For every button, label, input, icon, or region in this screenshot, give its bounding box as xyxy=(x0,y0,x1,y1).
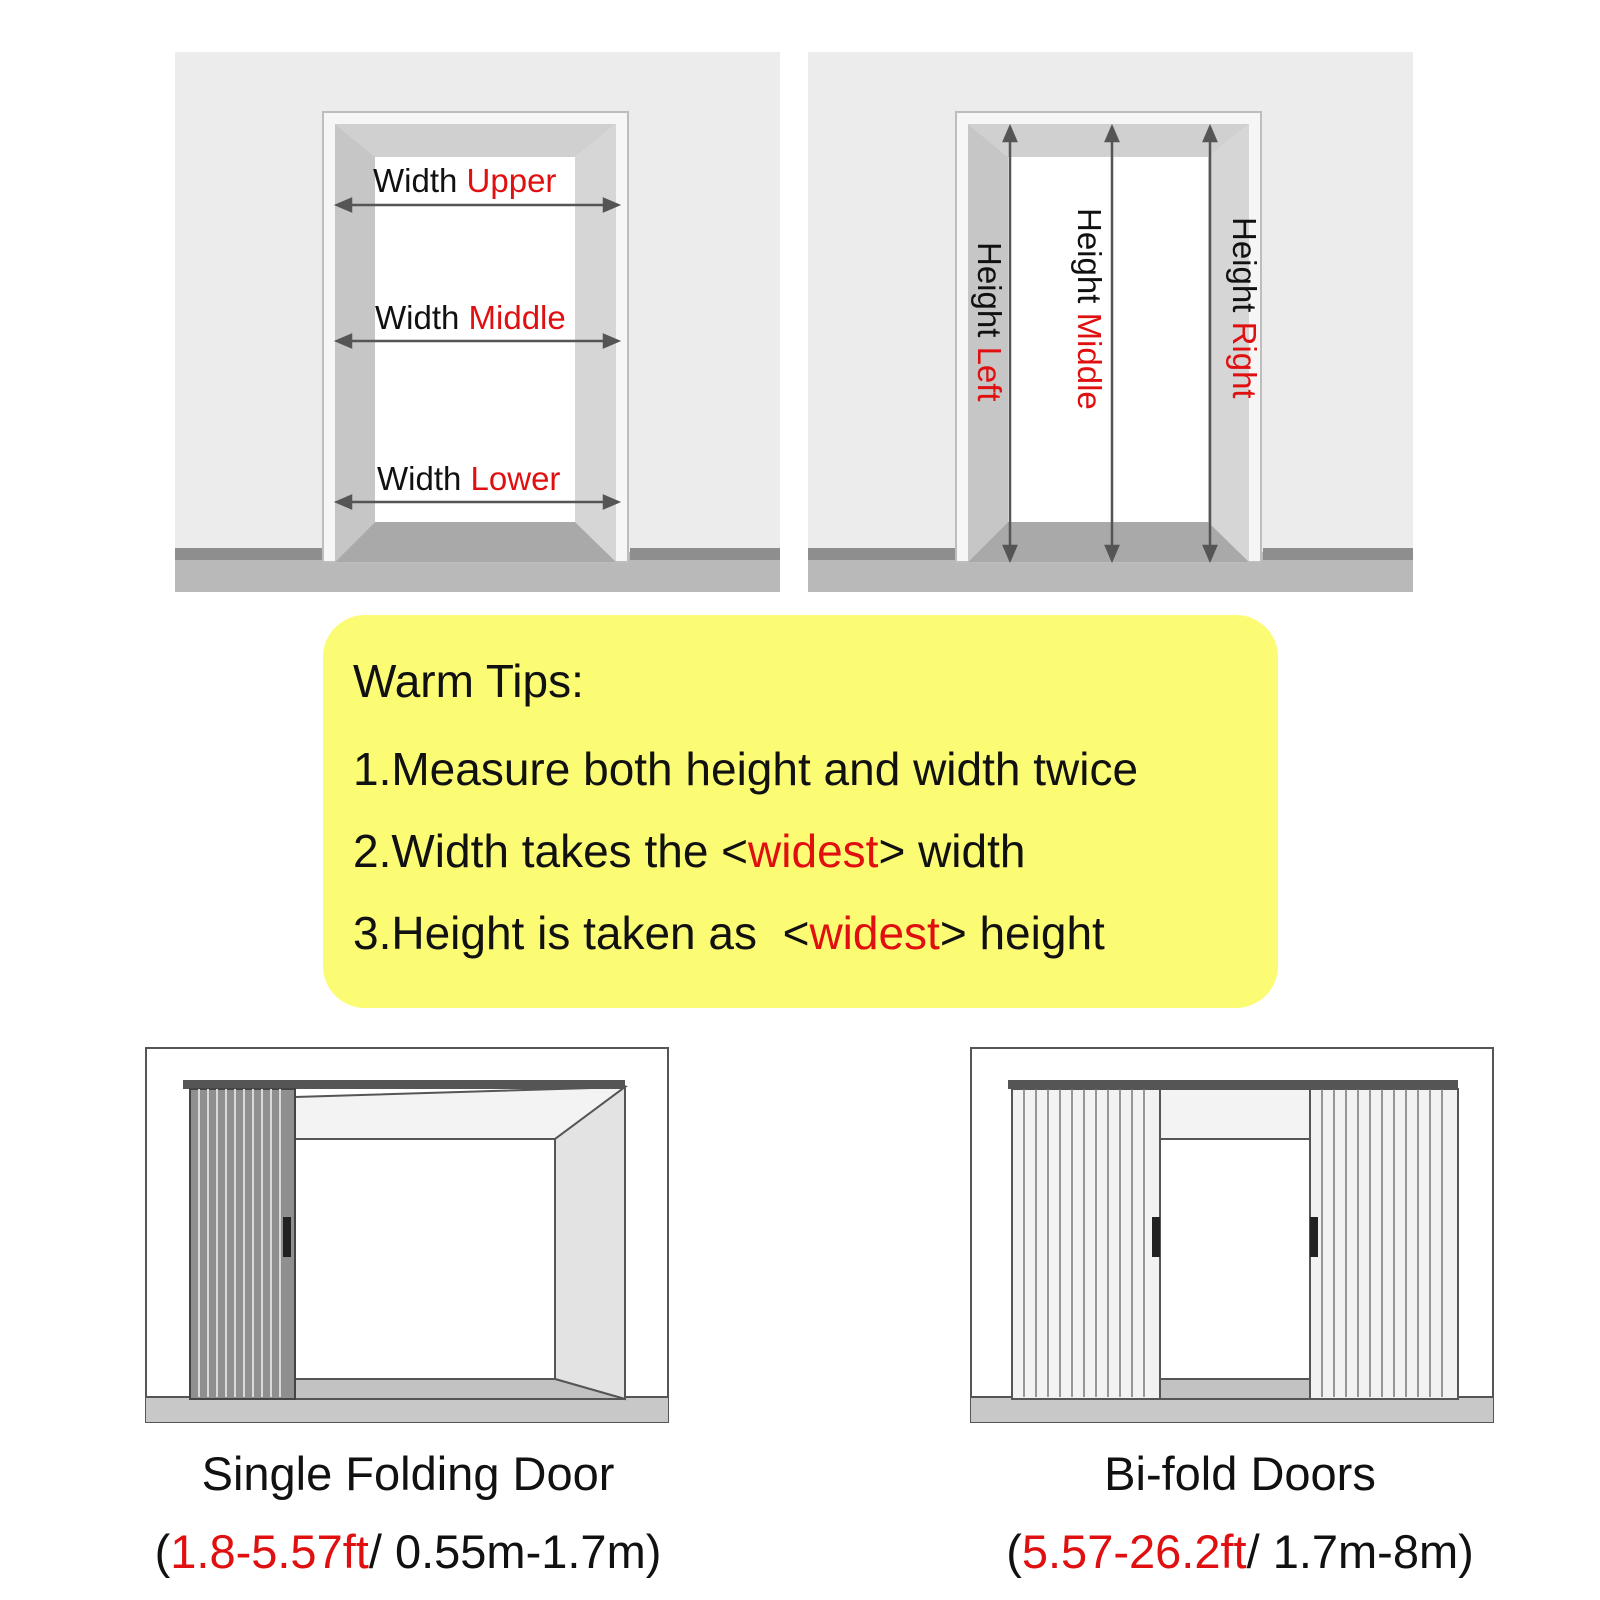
width-measure-panel xyxy=(175,52,780,592)
bifold-doors-illustration xyxy=(970,1047,1494,1423)
width-lower-label: Width Lower xyxy=(377,460,561,497)
single-door-size-range: (1.8-5.57ft/ 0.55m-1.7m) xyxy=(154,1525,662,1578)
single-door-name: Single Folding Door xyxy=(201,1447,615,1500)
height-right-label: Height Right xyxy=(1226,217,1263,399)
single-folding-door-illustration xyxy=(145,1047,669,1423)
warm-tips-box xyxy=(323,615,1278,1008)
tip-1: 1.Measure both height and width twice xyxy=(353,743,1139,795)
tip-2: 2.Width takes the <widest> width xyxy=(353,825,1026,877)
tips-title: Warm Tips: xyxy=(353,655,584,707)
width-upper-label: Width Upper xyxy=(373,162,557,199)
bifold-door-name: Bi-fold Doors xyxy=(1104,1447,1376,1500)
height-left-label: Height Left xyxy=(971,242,1008,402)
height-measure-panel xyxy=(808,52,1413,592)
height-middle-label: Height Middle xyxy=(1071,208,1108,410)
width-middle-label: Width Middle xyxy=(375,299,566,336)
tip-3: 3.Height is taken as <widest> height xyxy=(353,907,1105,959)
bifold-door-caption xyxy=(950,1435,1530,1591)
bifold-door-size-range: (5.57-26.2ft/ 1.7m-8m) xyxy=(1006,1525,1474,1578)
single-door-caption xyxy=(118,1435,698,1591)
